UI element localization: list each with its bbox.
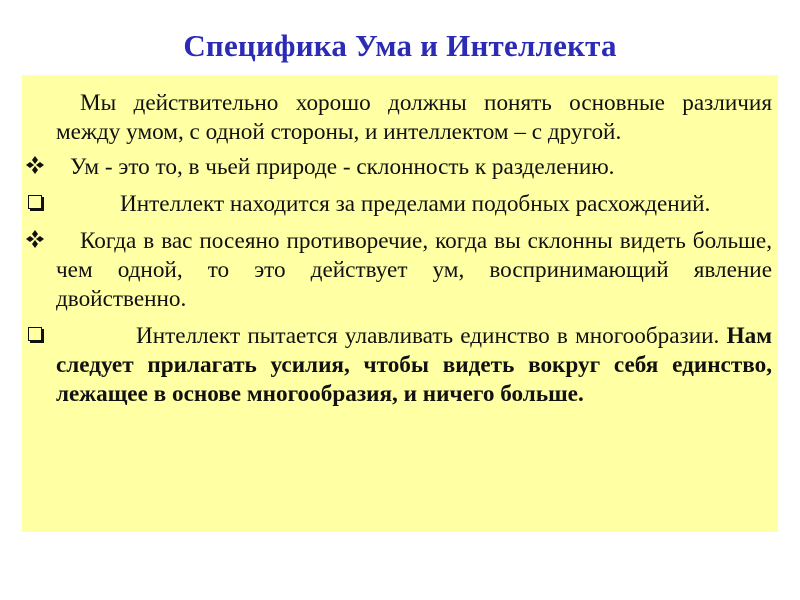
content-panel — [22, 75, 778, 532]
bullet-2-text: Интеллект находится за пределами подобных расхождений. — [120, 191, 711, 217]
four-diamond-bullet-icon — [26, 156, 44, 174]
four-diamond-bullet-icon — [26, 230, 44, 248]
intro-text: Мы действительно хорошо должны понять основные различия между умом, с одной стороны, и интеллектом – с другой. — [56, 90, 772, 145]
bullet-paragraph-4 — [56, 322, 772, 409]
shadowed-box-bullet-icon — [28, 327, 42, 341]
shadowed-box-bullet-icon — [28, 195, 42, 209]
bullet-paragraph-1 — [56, 153, 772, 182]
bullet-4-text: Интеллект пытается улавливать единство в многообразии. — [136, 323, 720, 349]
slide-title: Специфика Ума и Интеллекта — [183, 28, 617, 63]
bullet-4-bold-text: Нам следует прилагать усилия, чтобы видеть вокруг себя единство, лежащее в основе многообразия, и ничего больше. — [56, 323, 772, 407]
bullet-paragraph-2 — [56, 190, 772, 219]
bullet-paragraph-3 — [56, 227, 772, 314]
bullet-3-text: Когда в вас посеяно противоречие, когда вы склонны видеть больше, чем одной, то это действует ум, воспринимающий явление двойственно. — [56, 228, 772, 312]
bullet-1-text: Ум - это то, в чьей природе - склонность к разделению. — [70, 154, 615, 180]
intro-paragraph — [56, 89, 772, 147]
